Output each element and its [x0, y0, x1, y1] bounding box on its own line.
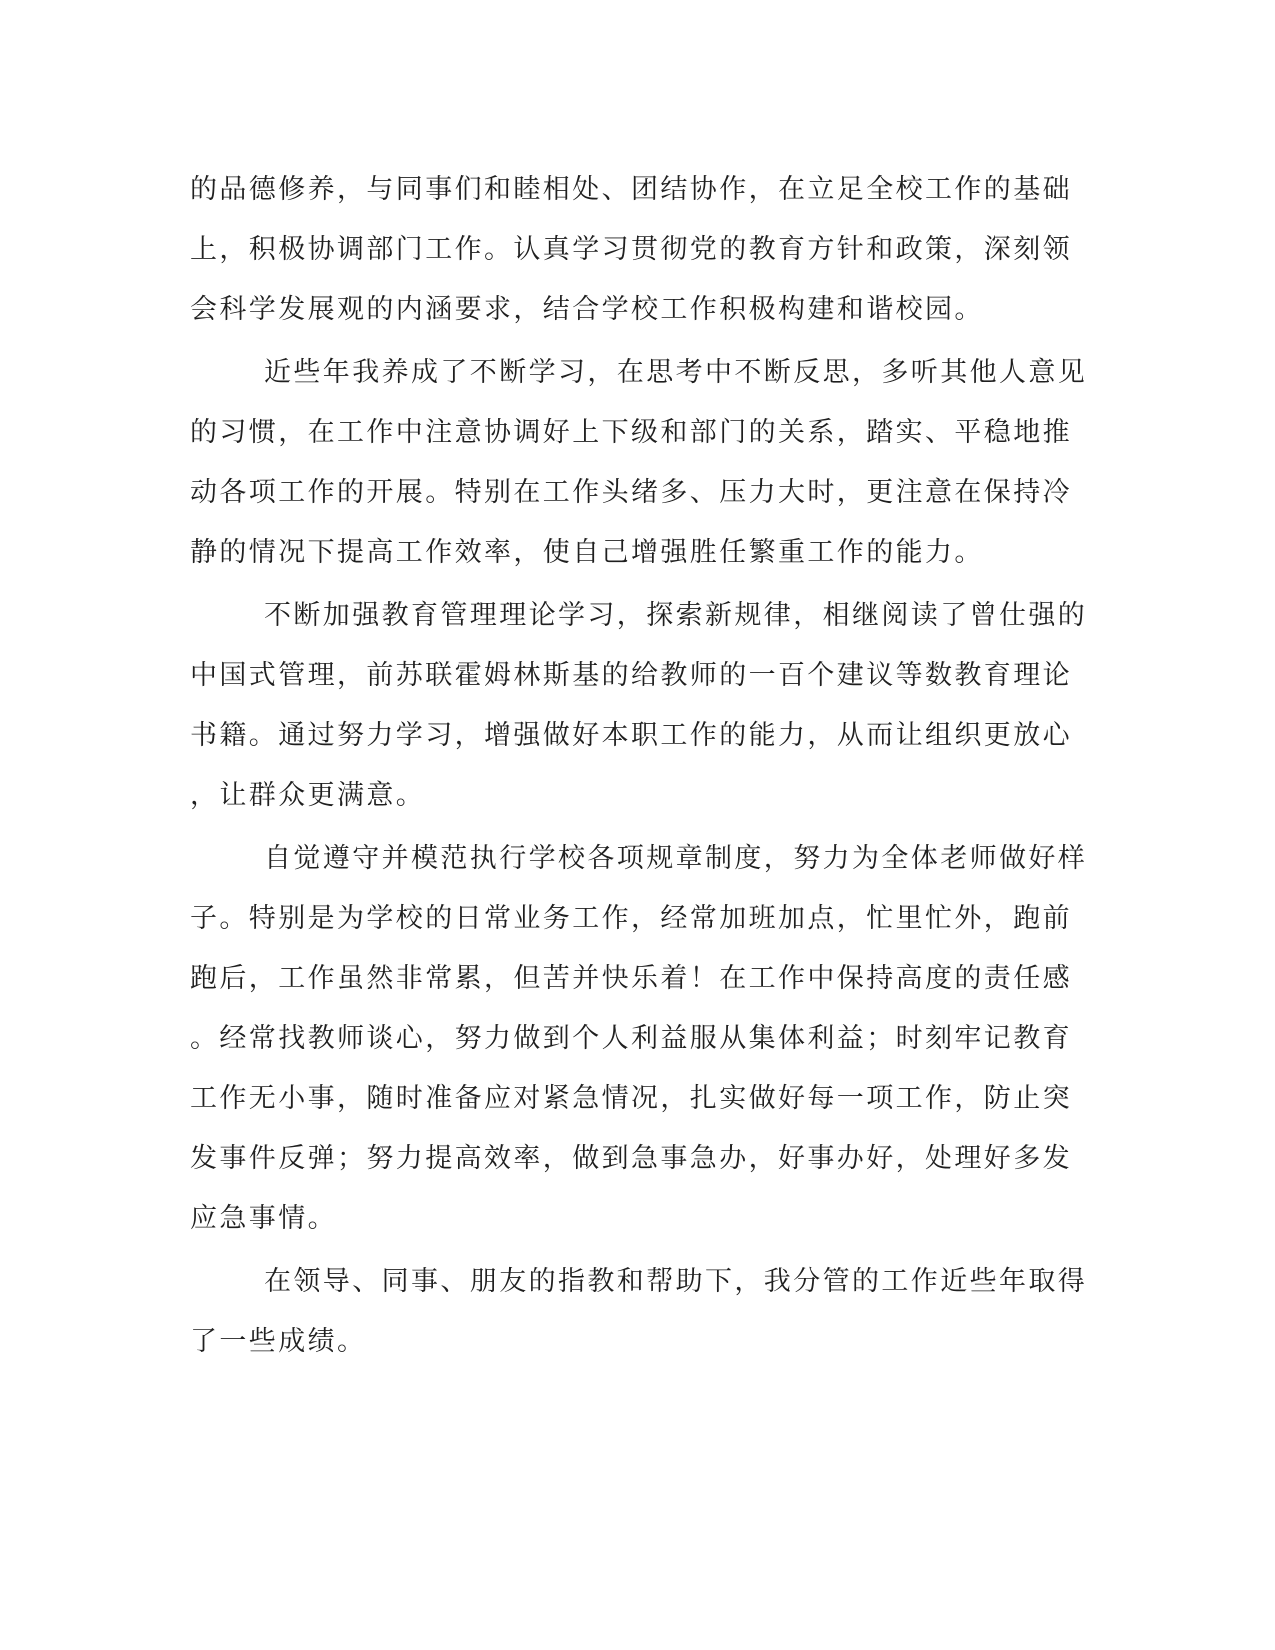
text-line: 发事件反弹；努力提高效率，做到急事急办，好事办好，处理好多发: [190, 1143, 1072, 1174]
text-line: 跑后，工作虽然非常累，但苦并快乐着！在工作中保持高度的责任感: [190, 963, 1072, 994]
paragraph: [190, 1252, 1090, 1372]
text-line: 上，积极协调部门工作。认真学习贯彻党的教育方针和政策，深刻领: [190, 234, 1072, 265]
text-line: 不断加强教育管理理论学习，探索新规律，相继阅读了曾仕强的: [264, 600, 1088, 631]
text-line: 在领导、同事、朋友的指教和帮助下，我分管的工作近些年取得: [264, 1266, 1088, 1297]
paragraph: [190, 586, 1090, 826]
paragraph: [190, 343, 1090, 583]
text-line: ，让群众更满意。: [190, 780, 426, 811]
text-line: 工作无小事，随时准备应对紧急情况，扎实做好每一项工作，防止突: [190, 1083, 1072, 1114]
text-line: 子。特别是为学校的日常业务工作，经常加班加点，忙里忙外，跑前: [190, 903, 1072, 934]
text-line: 动各项工作的开展。特别在工作头绪多、压力大时，更注意在保持冷: [190, 477, 1072, 508]
text-line: 中国式管理，前苏联霍姆林斯基的给教师的一百个建议等数教育理论: [190, 660, 1072, 691]
text-line: 了一些成绩。: [190, 1326, 367, 1357]
paragraph: [190, 160, 1090, 340]
text-line: 自觉遵守并模范执行学校各项规章制度，努力为全体老师做好样: [264, 843, 1088, 874]
text-line: 近些年我养成了不断学习，在思考中不断反思，多听其他人意见: [264, 357, 1088, 388]
text-line: 的品德修养，与同事们和睦相处、团结协作，在立足全校工作的基础: [190, 174, 1072, 205]
paragraph: [190, 829, 1090, 1249]
text-line: 书籍。通过努力学习，增强做好本职工作的能力，从而让组织更放心: [190, 720, 1072, 751]
text-line: 。经常找教师谈心，努力做到个人利益服从集体利益；时刻牢记教育: [190, 1023, 1072, 1054]
text-line: 静的情况下提高工作效率，使自己增强胜任繁重工作的能力。: [190, 537, 984, 568]
text-line: 会科学发展观的内涵要求，结合学校工作积极构建和谐校园。: [190, 294, 984, 325]
text-line: 应急事情。: [190, 1203, 337, 1234]
text-line: 的习惯，在工作中注意协调好上下级和部门的关系，踏实、平稳地推: [190, 417, 1072, 448]
document-body: [190, 160, 1090, 1372]
